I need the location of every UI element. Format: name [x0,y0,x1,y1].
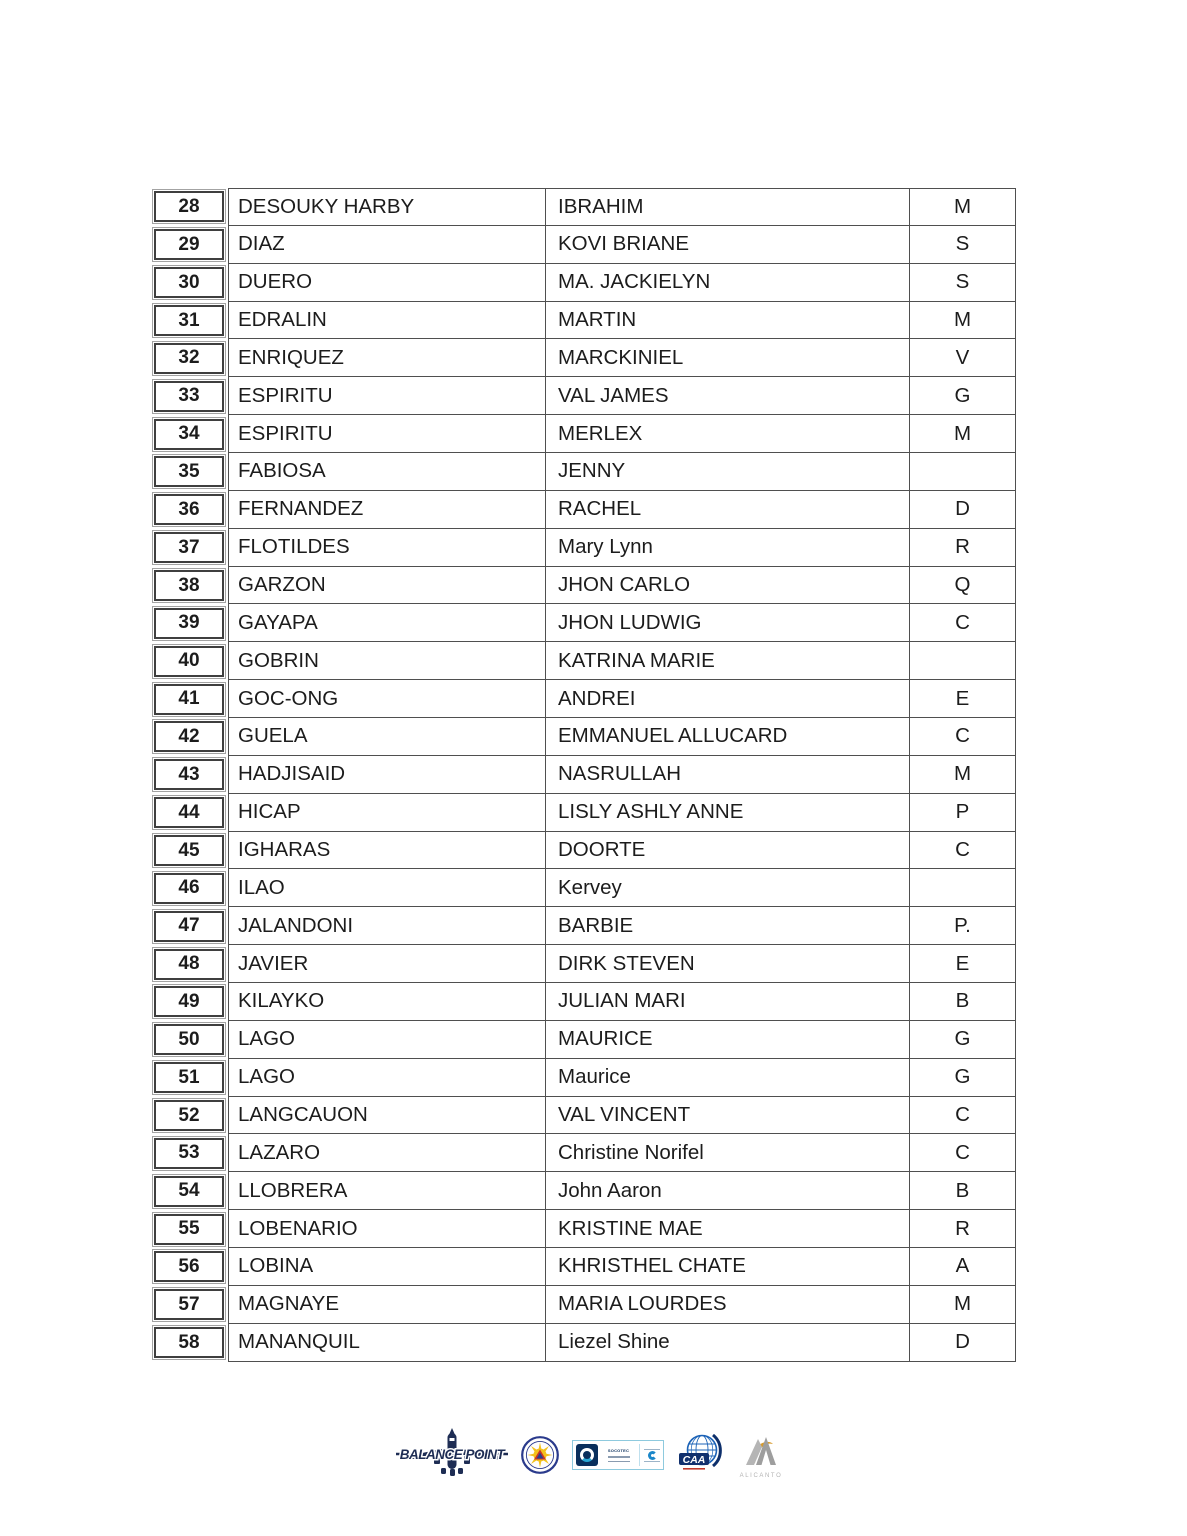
first-name-cell: KHRISTHEL CHATE [546,1248,910,1286]
row-number-cell-wrap [150,567,228,605]
footer-logo-strip [396,1424,784,1486]
surname-cell: LOBINA [228,1248,546,1286]
surname-cell: MANANQUIL [228,1324,546,1362]
middle-initial-cell: S [910,264,1016,302]
first-name-cell: MARTIN [546,302,910,340]
middle-initial-cell: Q [910,567,1016,605]
badge-middle-panel [602,1448,635,1462]
row-number-cell: 38 [154,570,224,601]
row-number-cell-wrap [150,604,228,642]
table-rows [150,188,1016,1362]
row-number-cell-wrap [150,226,228,264]
middle-initial-cell: B [910,983,1016,1021]
first-name-cell: JULIAN MARI [546,983,910,1021]
row-number-cell-wrap [150,339,228,377]
row-number-cell-wrap [150,794,228,832]
surname-cell: GAYAPA [228,604,546,642]
middle-initial-cell: S [910,226,1016,264]
first-name-cell: DOORTE [546,832,910,870]
first-name-cell: VAL VINCENT [546,1097,910,1135]
first-name-cell: KOVI BRIANE [546,226,910,264]
row-cells [228,756,1016,794]
first-name-cell: ANDREI [546,680,910,718]
certification-c-icon [648,1451,657,1460]
first-name-cell: BARBIE [546,907,910,945]
socotec-certification-badge [572,1440,664,1470]
row-number-cell: 56 [154,1251,224,1282]
row-cells [228,226,1016,264]
table-row [150,226,1016,264]
table-row [150,302,1016,340]
row-number-cell: 29 [154,229,224,260]
middle-initial-cell [910,642,1016,680]
row-number-cell: 34 [154,419,224,450]
first-name-cell: Christine Norifel [546,1134,910,1172]
row-number-cell: 39 [154,608,224,639]
table-row [150,264,1016,302]
table-row [150,907,1016,945]
row-cells [228,983,1016,1021]
table-row [150,1097,1016,1135]
table-row [150,453,1016,491]
table-row [150,945,1016,983]
row-number-cell: 53 [154,1138,224,1169]
table-row [150,1134,1016,1172]
surname-cell: HADJISAID [228,756,546,794]
first-name-cell: JHON LUDWIG [546,604,910,642]
alicanto-logo-icon [738,1429,784,1481]
row-number-cell: 45 [154,835,224,866]
row-number-cell-wrap [150,832,228,870]
middle-initial-cell: C [910,832,1016,870]
first-name-cell: John Aaron [546,1172,910,1210]
first-name-cell: Mary Lynn [546,529,910,567]
row-number-cell: 46 [154,873,224,904]
row-number-cell-wrap [150,302,228,340]
row-number-cell: 40 [154,646,224,677]
surname-cell: ESPIRITU [228,415,546,453]
row-number-cell-wrap [150,945,228,983]
first-name-cell: IBRAHIM [546,188,910,226]
first-name-cell: Liezel Shine [546,1324,910,1362]
row-number-cell-wrap [150,1097,228,1135]
row-number-cell-wrap [150,453,228,491]
surname-cell: LANGCAUON [228,1097,546,1135]
middle-initial-cell: G [910,1021,1016,1059]
row-number-cell: 33 [154,381,224,412]
row-number-cell-wrap [150,1172,228,1210]
table-row [150,1286,1016,1324]
table-row [150,1172,1016,1210]
middle-initial-cell: P. [910,907,1016,945]
balance-point-logo-icon [396,1426,508,1484]
middle-initial-cell: E [910,945,1016,983]
row-number-cell: 47 [154,911,224,942]
row-cells [228,1134,1016,1172]
row-number-cell-wrap [150,1059,228,1097]
row-cells [228,188,1016,226]
balance-point-label: BALANCE POINT [399,1447,505,1462]
row-cells [228,794,1016,832]
caa-logo-icon [677,1433,725,1477]
row-cells [228,1324,1016,1362]
row-number-cell: 30 [154,267,224,298]
row-number-cell: 54 [154,1176,224,1207]
table-row [150,869,1016,907]
surname-cell: FLOTILDES [228,529,546,567]
first-name-cell: EMMANUEL ALLUCARD [546,718,910,756]
table-row [150,188,1016,226]
middle-initial-cell: B [910,1172,1016,1210]
surname-cell: ENRIQUEZ [228,339,546,377]
row-number-cell: 51 [154,1062,224,1093]
row-number-cell-wrap [150,1134,228,1172]
row-cells [228,642,1016,680]
first-name-cell: RACHEL [546,491,910,529]
middle-initial-cell: M [910,302,1016,340]
first-name-cell: MARCKINIEL [546,339,910,377]
row-number-cell: 44 [154,797,224,828]
row-number-cell-wrap [150,1021,228,1059]
first-name-cell: NASRULLAH [546,756,910,794]
surname-cell: LAZARO [228,1134,546,1172]
row-number-cell: 41 [154,684,224,715]
row-number-cell: 58 [154,1327,224,1358]
surname-cell: LAGO [228,1021,546,1059]
row-cells [228,377,1016,415]
row-cells [228,415,1016,453]
surname-cell: FABIOSA [228,453,546,491]
table-row [150,832,1016,870]
row-number-cell: 52 [154,1100,224,1131]
row-number-cell: 49 [154,986,224,1017]
alicanto-label: ALICANTO [739,1473,783,1479]
table-row [150,1021,1016,1059]
surname-cell: GARZON [228,567,546,605]
caa-label: CAA [682,1454,706,1466]
surname-cell: GOBRIN [228,642,546,680]
table-row [150,567,1016,605]
middle-initial-cell [910,453,1016,491]
table-row [150,491,1016,529]
row-number-cell-wrap [150,1210,228,1248]
roster-table [150,188,1016,1362]
surname-cell: MAGNAYE [228,1286,546,1324]
row-number-cell-wrap [150,907,228,945]
table-row [150,377,1016,415]
middle-initial-cell: C [910,1097,1016,1135]
row-number-cell-wrap [150,756,228,794]
row-cells [228,869,1016,907]
row-number-cell: 28 [154,191,224,222]
row-cells [228,302,1016,340]
surname-cell: LAGO [228,1059,546,1097]
middle-initial-cell: M [910,756,1016,794]
middle-initial-cell: V [910,339,1016,377]
row-cells [228,529,1016,567]
table-row [150,1059,1016,1097]
row-cells [228,1286,1016,1324]
middle-initial-cell: R [910,529,1016,567]
surname-cell: ILAO [228,869,546,907]
table-row [150,642,1016,680]
row-number-cell-wrap [150,983,228,1021]
table-row [150,680,1016,718]
surname-cell: DESOUKY HARBY [228,188,546,226]
middle-initial-cell: C [910,718,1016,756]
row-number-cell-wrap [150,642,228,680]
table-row [150,529,1016,567]
row-cells [228,604,1016,642]
row-cells [228,680,1016,718]
row-cells [228,1059,1016,1097]
middle-initial-cell: C [910,1134,1016,1172]
first-name-cell: DIRK STEVEN [546,945,910,983]
row-cells [228,945,1016,983]
row-cells [228,718,1016,756]
row-number-cell: 57 [154,1289,224,1320]
row-number-cell: 50 [154,1024,224,1055]
table-row [150,339,1016,377]
row-cells [228,1172,1016,1210]
middle-initial-cell: P [910,794,1016,832]
row-number-cell: 31 [154,305,224,336]
row-number-cell-wrap [150,188,228,226]
middle-initial-cell: A [910,1248,1016,1286]
row-number-cell-wrap [150,377,228,415]
row-cells [228,907,1016,945]
first-name-cell: Kervey [546,869,910,907]
middle-initial-cell: D [910,1324,1016,1362]
surname-cell: EDRALIN [228,302,546,340]
middle-initial-cell: G [910,1059,1016,1097]
first-name-cell: MAURICE [546,1021,910,1059]
row-number-cell: 35 [154,456,224,487]
table-row [150,983,1016,1021]
row-cells [228,1210,1016,1248]
surname-cell: ESPIRITU [228,377,546,415]
socotec-logo-icon [576,1444,598,1466]
row-cells [228,453,1016,491]
first-name-cell: LISLY ASHLY ANNE [546,794,910,832]
middle-initial-cell [910,869,1016,907]
row-number-cell: 48 [154,949,224,980]
table-row [150,1248,1016,1286]
first-name-cell: Maurice [546,1059,910,1097]
middle-initial-cell: C [910,604,1016,642]
first-name-cell: VAL JAMES [546,377,910,415]
row-number-cell-wrap [150,869,228,907]
table-row [150,1210,1016,1248]
first-name-cell: MARIA LOURDES [546,1286,910,1324]
first-name-cell: JHON CARLO [546,567,910,605]
row-number-cell-wrap [150,264,228,302]
surname-cell: KILAYKO [228,983,546,1021]
first-name-cell: MERLEX [546,415,910,453]
socotec-label: SOCOTEC [607,1448,630,1453]
table-row [150,718,1016,756]
surname-cell: GUELA [228,718,546,756]
middle-initial-cell: E [910,680,1016,718]
row-number-cell-wrap [150,415,228,453]
row-cells [228,264,1016,302]
row-number-cell: 55 [154,1214,224,1245]
row-number-cell-wrap [150,529,228,567]
government-seal-icon [521,1436,559,1474]
row-number-cell: 37 [154,532,224,563]
surname-cell: LOBENARIO [228,1210,546,1248]
table-row [150,415,1016,453]
surname-cell: GOC-ONG [228,680,546,718]
table-row [150,794,1016,832]
table-row [150,756,1016,794]
surname-cell: JAVIER [228,945,546,983]
surname-cell: IGHARAS [228,832,546,870]
middle-initial-cell: G [910,377,1016,415]
middle-initial-cell: D [910,491,1016,529]
row-cells [228,1097,1016,1135]
row-number-cell-wrap [150,491,228,529]
first-name-cell: JENNY [546,453,910,491]
surname-cell: FERNANDEZ [228,491,546,529]
first-name-cell: KRISTINE MAE [546,1210,910,1248]
row-cells [228,1021,1016,1059]
row-cells [228,1248,1016,1286]
row-cells [228,339,1016,377]
row-cells [228,567,1016,605]
middle-initial-cell: M [910,188,1016,226]
row-number-cell-wrap [150,718,228,756]
middle-initial-cell: M [910,1286,1016,1324]
surname-cell: JALANDONI [228,907,546,945]
row-number-cell: 42 [154,721,224,752]
middle-initial-cell: M [910,415,1016,453]
row-number-cell-wrap [150,1286,228,1324]
surname-cell: DUERO [228,264,546,302]
first-name-cell: KATRINA MARIE [546,642,910,680]
surname-cell: LLOBRERA [228,1172,546,1210]
first-name-cell: MA. JACKIELYN [546,264,910,302]
badge-right-panel [644,1449,660,1462]
row-number-cell: 32 [154,343,224,374]
middle-initial-cell: R [910,1210,1016,1248]
row-cells [228,491,1016,529]
row-cells [228,832,1016,870]
surname-cell: DIAZ [228,226,546,264]
row-number-cell: 43 [154,759,224,790]
row-number-cell-wrap [150,1248,228,1286]
row-number-cell-wrap [150,680,228,718]
table-row [150,1324,1016,1362]
surname-cell: HICAP [228,794,546,832]
row-number-cell-wrap [150,1324,228,1362]
table-row [150,604,1016,642]
row-number-cell: 36 [154,494,224,525]
